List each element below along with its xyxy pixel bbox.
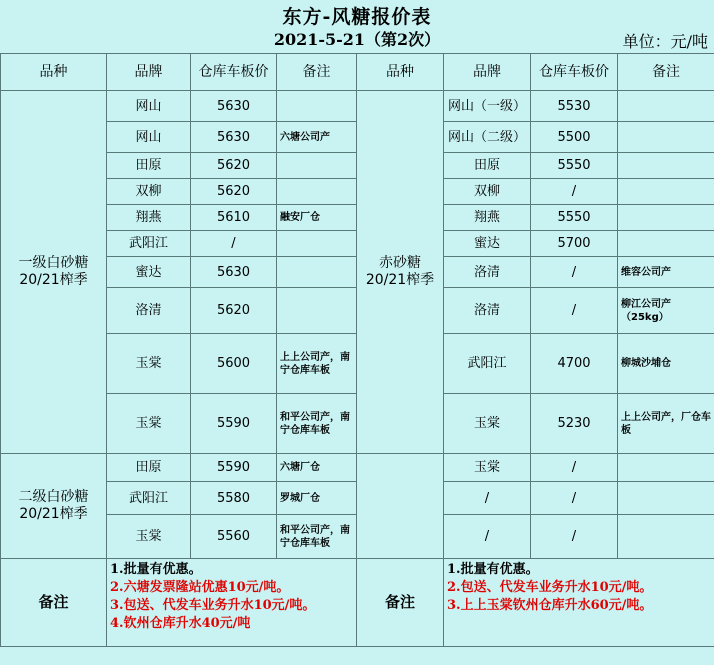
- price-cell: 5630: [191, 257, 277, 288]
- price-cell: 5230: [531, 394, 618, 454]
- price-cell: /: [191, 231, 277, 257]
- unit-label: 单位：元/吨: [622, 32, 708, 51]
- note-cell: 和平公司产，南宁仓库车板: [277, 394, 357, 454]
- brand-cell: 蜜达: [107, 257, 191, 288]
- remark-line: 4.钦州仓库升水40元/吨: [110, 616, 251, 631]
- brand-cell: 蜜达: [444, 231, 531, 257]
- note-cell: [618, 205, 714, 231]
- price-cell: 5630: [191, 122, 277, 153]
- col-price: 仓库车板价: [531, 54, 618, 91]
- price-cell: /: [531, 454, 618, 482]
- price-cell: 5700: [531, 231, 618, 257]
- note-cell: [618, 515, 714, 559]
- price-cell: 5600: [191, 334, 277, 394]
- price-cell: /: [531, 482, 618, 515]
- price-cell: 5550: [531, 153, 618, 179]
- brand-cell: 田原: [107, 454, 191, 482]
- remark-line: 3.上上玉棠钦州仓库升水60元/吨。: [447, 598, 653, 613]
- remarks-row: [1, 559, 714, 647]
- price-table: [0, 53, 714, 647]
- brand-cell: 网山（二级）: [444, 122, 531, 153]
- remarks-label: 备注: [357, 559, 444, 647]
- note-cell: [618, 91, 714, 122]
- category-cell: 赤砂糖 20/21榨季: [357, 91, 444, 454]
- sheet-date: 2021-5-21（第2次）: [273, 30, 441, 49]
- note-cell: 六塘厂仓: [277, 454, 357, 482]
- brand-cell: 网山（一级）: [444, 91, 531, 122]
- brand-cell: 网山: [107, 91, 191, 122]
- brand-cell: /: [444, 515, 531, 559]
- brand-cell: 玉棠: [107, 394, 191, 454]
- col-category: 品种: [357, 54, 444, 91]
- remark-line: 2.包送、代发车业务升水10元/吨。: [447, 580, 653, 595]
- note-cell: [618, 288, 714, 334]
- price-cell: 5550: [531, 205, 618, 231]
- brand-cell: 玉棠: [107, 515, 191, 559]
- price-cell: 5620: [191, 153, 277, 179]
- note-cell: [277, 91, 357, 122]
- price-cell: /: [531, 515, 618, 559]
- note-cell: 融安厂仓: [277, 205, 357, 231]
- note-cell: [277, 153, 357, 179]
- remark-line: 3.包送、代发车业务升水10元/吨。: [110, 598, 316, 613]
- col-brand: 品牌: [107, 54, 191, 91]
- table-row: [1, 454, 714, 482]
- col-note: 备注: [277, 54, 357, 91]
- note-cell: [277, 257, 357, 288]
- price-cell: 5630: [191, 91, 277, 122]
- category-cell: 一级白砂糖 20/21榨季: [1, 91, 107, 454]
- brand-cell: 玉棠: [107, 334, 191, 394]
- brand-cell: 田原: [444, 153, 531, 179]
- price-cell: /: [531, 288, 618, 334]
- price-cell: 5590: [191, 454, 277, 482]
- note-cell: [618, 231, 714, 257]
- col-brand: 品牌: [444, 54, 531, 91]
- price-cell: 5530: [531, 91, 618, 122]
- category-cell: [357, 454, 444, 559]
- note-cell: 维容公司产: [618, 257, 714, 288]
- price-cell: /: [531, 257, 618, 288]
- note-cell: [618, 482, 714, 515]
- remarks-right: [444, 559, 714, 647]
- remarks-left: [107, 559, 357, 647]
- brand-cell: 双柳: [444, 179, 531, 205]
- table-row: [1, 91, 714, 122]
- remarks-label: 备注: [1, 559, 107, 647]
- price-cell: /: [531, 179, 618, 205]
- col-note: 备注: [618, 54, 714, 91]
- note-cell: [618, 454, 714, 482]
- brand-cell: 武阳江: [444, 334, 531, 394]
- note-cell: [618, 153, 714, 179]
- brand-cell: 武阳江: [107, 231, 191, 257]
- note-cell: [277, 288, 357, 334]
- brand-cell: /: [444, 482, 531, 515]
- note-cell: 柳城沙埔仓: [618, 334, 714, 394]
- price-cell: 5590: [191, 394, 277, 454]
- price-cell: 5620: [191, 179, 277, 205]
- note-subtext: （25kg）: [621, 311, 669, 323]
- header-row: [1, 54, 714, 91]
- remark-line: 1.批量有优惠。: [110, 562, 202, 577]
- category-cell: 二级白砂糖 20/21榨季: [1, 454, 107, 559]
- price-cell: 5500: [531, 122, 618, 153]
- note-cell: [618, 122, 714, 153]
- price-cell: 5610: [191, 205, 277, 231]
- sheet-title: 东方-风糖报价表: [282, 6, 432, 28]
- price-cell: 5580: [191, 482, 277, 515]
- brand-cell: 田原: [107, 153, 191, 179]
- note-cell: [618, 179, 714, 205]
- note-cell: 上上公司产，厂仓车板: [618, 394, 714, 454]
- brand-cell: 武阳江: [107, 482, 191, 515]
- price-cell: 5560: [191, 515, 277, 559]
- note-cell: 罗城厂仓: [277, 482, 357, 515]
- remark-line: 2.六塘发票隆站优惠10元/吨。: [110, 580, 290, 595]
- brand-cell: 翔燕: [444, 205, 531, 231]
- brand-cell: 玉棠: [444, 394, 531, 454]
- note-cell: [277, 231, 357, 257]
- brand-cell: 双柳: [107, 179, 191, 205]
- col-category: 品种: [1, 54, 107, 91]
- brand-cell: 洛清: [107, 288, 191, 334]
- note-cell: [277, 179, 357, 205]
- price-cell: 4700: [531, 334, 618, 394]
- brand-cell: 玉棠: [444, 454, 531, 482]
- brand-cell: 网山: [107, 122, 191, 153]
- note-text: 柳江公司产: [621, 298, 671, 310]
- brand-cell: 洛清: [444, 288, 531, 334]
- note-cell: 和平公司产，南宁仓库车板: [277, 515, 357, 559]
- brand-cell: 洛清: [444, 257, 531, 288]
- price-cell: 5620: [191, 288, 277, 334]
- remark-line: 1.批量有优惠。: [447, 562, 539, 577]
- note-cell: 六塘公司产: [277, 122, 357, 153]
- brand-cell: 翔燕: [107, 205, 191, 231]
- col-price: 仓库车板价: [191, 54, 277, 91]
- note-cell: 上上公司产，南宁仓库车板: [277, 334, 357, 394]
